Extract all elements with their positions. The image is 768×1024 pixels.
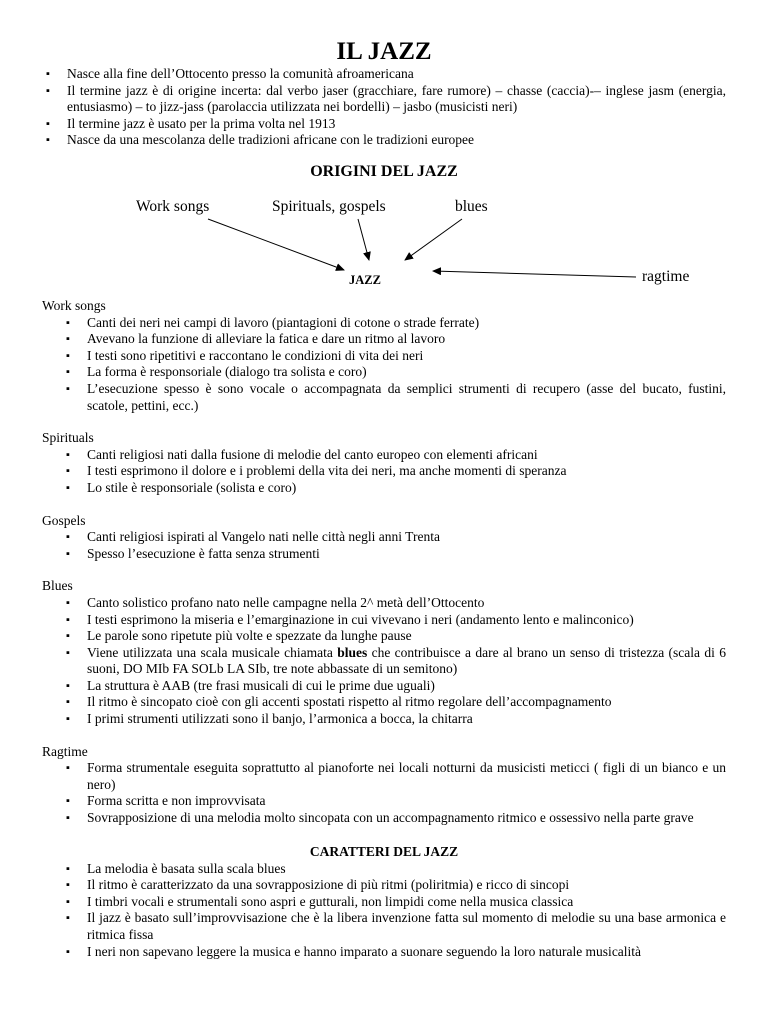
list-item: ▪ Lo stile è responsoriale (solista e coro): [62, 480, 726, 497]
arrow-spirituals: [358, 219, 369, 260]
text-after: che contribuisce a dare al brano un senso di tristezza (scala di 6 suoni, DO MIb FA SOLb LA SIb, tre note abbassate di un semitono): [87, 644, 726, 677]
list-item: ▪ I neri non sapevano leggere la musica e hanno imparato a suonare seguendo la loro naturale musicalità: [62, 944, 726, 961]
list-item: ▪ Il termine jazz è usato per la prima volta nel 1913: [42, 116, 726, 133]
list-item: [62, 645, 726, 678]
section-work-songs: [42, 298, 726, 414]
label-jazz: JAZZ: [349, 273, 381, 287]
section-list: [62, 447, 726, 497]
section-heading: Spirituals: [42, 430, 94, 446]
list-item: ▪ Forma scritta e non improvvisata: [62, 793, 726, 810]
list-item: ▪ Sovrapposizione di una melodia molto sincopata con un accompagnamento ritmico e ossessivo nella parte grave: [62, 810, 726, 827]
section-list: [62, 529, 726, 562]
list-item: ▪ Canto solistico profano nato nelle campagne nella 2^ metà dell’Ottocento: [62, 595, 726, 612]
label-blues: blues: [455, 198, 488, 215]
label-ragtime: ragtime: [642, 268, 690, 285]
section-ragtime: [42, 744, 726, 827]
list-item: ▪ Il ritmo è sincopato cioè con gli accenti spostati rispetto al ritmo regolare dell’accompagnamento: [62, 694, 726, 711]
section-list: [62, 861, 726, 961]
list-item: ▪ La forma è responsoriale (dialogo tra solista e coro): [62, 364, 726, 381]
text-bold-blues: blues: [337, 644, 368, 660]
label-spirituals-gospels: Spirituals, gospels: [272, 198, 386, 215]
arrow-ragtime: [433, 271, 636, 277]
section-heading: Gospels: [42, 512, 86, 528]
list-item: ▪ La struttura è AAB (tre frasi musicali di cui le prime due uguali): [62, 678, 726, 695]
section-blues: [42, 578, 726, 727]
label-work-songs: Work songs: [136, 198, 210, 215]
caratteri-title: CARATTERI DEL JAZZ: [309, 843, 459, 859]
section-heading: Ragtime: [42, 743, 88, 759]
list-item: ▪ Il jazz è basato sull’improvvisazione che è la libera invenzione fatta sul momento di melodie su una base armonica e ritmica fissa: [62, 910, 726, 943]
section-list: [62, 315, 726, 415]
list-item: ▪ Canti religiosi ispirati al Vangelo nati nelle città negli anni Trenta: [62, 529, 726, 546]
text-before: Viene utilizzata una scala musicale chiamata: [87, 644, 338, 660]
section-spirituals: [42, 430, 726, 496]
list-item: ▪ Canti religiosi nati dalla fusione di melodie del canto europeo con elementi africani: [62, 447, 726, 464]
list-item: ▪ I testi sono ripetitivi e raccontano le condizioni di vita dei neri: [62, 348, 726, 365]
section-list: [62, 760, 726, 826]
list-item: ▪ I primi strumenti utilizzati sono il banjo, l’armonica a bocca, la chitarra: [62, 711, 726, 728]
list-item: ▪ La melodia è basata sulla scala blues: [62, 861, 726, 878]
section-heading: Blues: [42, 578, 73, 594]
list-item: ▪ Canti dei neri nei campi di lavoro (piantagioni di cotone o strade ferrate): [62, 315, 726, 332]
content: [42, 298, 726, 976]
list-item: ▪ Il termine jazz è di origine incerta: dal verbo jaser (gracchiare, fare rumore) – chasse (caccia)-– inglese jasm (energia, entusiasmo) – to jizz-jass (parolaccia utilizzata nei bordelli) – jasbo (musicisti neri): [42, 83, 726, 116]
list-item: ▪ Nasce da una mescolanza delle tradizioni africane con le tradizioni europee: [42, 132, 726, 149]
section-gospels: [42, 513, 726, 563]
origins-diagram: [0, 192, 768, 292]
list-item: ▪ L’esecuzione spesso è sono vocale o accompagnata da semplici strumenti di recupero (asse del bucato, fustini, scatole, pettini, ecc.): [62, 381, 726, 414]
list-item: ▪ Nasce alla fine dell’Ottocento presso la comunità afroamericana: [42, 66, 726, 83]
list-item: ▪ I testi esprimono la miseria e l’emarginazione in cui vivevano i neri (andamento lento e malinconico): [62, 612, 726, 629]
section-caratteri: [42, 843, 726, 961]
section-heading: Work songs: [42, 298, 106, 313]
page-title: IL JAZZ: [336, 38, 432, 65]
list-item: ▪ I testi esprimono il dolore e i problemi della vita dei neri, ma anche momenti di speranza: [62, 463, 726, 480]
list-item: ▪ Il ritmo è caratterizzato da una sovrapposizione di più ritmi (poliritmia) e ricco di sincopi: [62, 877, 726, 894]
list-item: ▪ I timbri vocali e strumentali sono aspri e gutturali, non limpidi come nella musica classica: [62, 894, 726, 911]
list-item: ▪ Le parole sono ripetute più volte e spezzate da lunghe pause: [62, 628, 726, 645]
origins-title: ORIGINI DEL JAZZ: [310, 163, 458, 180]
list-item: ▪ Spesso l’esecuzione è fatta senza strumenti: [62, 546, 726, 563]
list-item: ▪ Forma strumentale eseguita soprattutto al pianoforte nei locali notturni da musicisti meticci ( figli di un bianco e un nero): [62, 760, 726, 793]
list-item: ▪ Avevano la funzione di alleviare la fatica e dare un ritmo al lavoro: [62, 331, 726, 348]
intro-list: [42, 66, 726, 149]
arrow-blues: [405, 219, 462, 260]
arrow-work-songs: [208, 219, 344, 270]
section-list: [62, 595, 726, 728]
arrows-svg: [0, 192, 768, 292]
